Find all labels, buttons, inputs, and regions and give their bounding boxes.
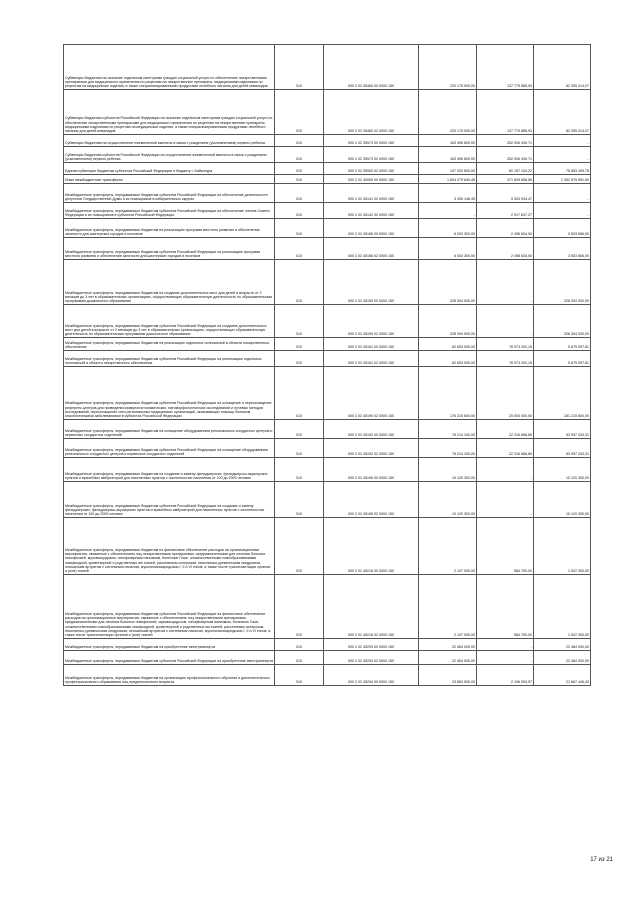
table-row bbox=[64, 163, 591, 175]
row-planned: 82 653 000,00 bbox=[419, 351, 477, 367]
row-unexecuted: 22 464 000,00 bbox=[534, 651, 591, 665]
row-executed: - bbox=[477, 639, 534, 651]
row-executed: 76 973 202,19 bbox=[477, 338, 534, 351]
row-code: 010 bbox=[275, 458, 324, 482]
row-planned: 163 498 600,00 bbox=[419, 147, 477, 163]
row-code: 010 bbox=[275, 665, 324, 686]
row-code: 010 bbox=[275, 203, 324, 219]
table-row bbox=[64, 458, 591, 482]
table-row bbox=[64, 260, 591, 305]
row-classification: 000 2 02 45293 02 0000 150 bbox=[324, 651, 419, 665]
table-row bbox=[64, 367, 591, 420]
row-name: Межбюджетные трансферты, передаваемые бюджетам субъектов Российской Федерации на оснащение и переоснащение референс-центров для проведения иммуногистохимических, патоморфологических исследований и лучевых методов исследований, переоснащение сети региональных медицинских организаций, оказывающих помощь больным онкологическими заболеваниями в субъектах Российской Федерации bbox=[64, 367, 275, 420]
row-classification: 000 2 02 35460 02 0000 150 bbox=[324, 90, 419, 135]
table-row bbox=[64, 90, 591, 135]
row-executed: 22 216 666,69 bbox=[477, 439, 534, 458]
row-classification: 000 2 02 45216 02 0000 150 bbox=[324, 575, 419, 639]
row-unexecuted: 328 394 000,00 bbox=[534, 305, 591, 338]
row-unexecuted: 1 522 300,00 bbox=[534, 575, 591, 639]
row-name: Межбюджетные трансферты, передаваемые бюджетам субъектов Российской Федерации на оснащение оборудованием региональных сосудистых центров и первичных сосудистых отделений bbox=[64, 439, 275, 458]
row-classification: 000 2 02 45192 02 0000 150 bbox=[324, 439, 419, 458]
report-rows bbox=[64, 45, 591, 686]
row-name: Межбюджетные трансферты, передаваемые бюджетам на финансовое обеспечение расходов на организационные мероприятия, связанные с обеспечением лиц лекарственными препаратами, предназначенными для лечения больных гемофилией, муковисцидозом, гипофизарным нанизмом, болезнью Гоше, злокачественными новообразованиями лимфоидной, кроветворной и родственных им тканей, рассеянным склерозом, гемолитико-уремическим синдромом, юношеским артритом с системным началом, мукополисахаридозом I, II и VI типов, а также после трансплантации органов и (или) тканей bbox=[64, 518, 275, 575]
row-classification: 000 2 02 45192 00 0000 150 bbox=[324, 420, 419, 439]
row-code: 010 bbox=[275, 651, 324, 665]
row-name: Субвенции бюджетам на оказание отдельным категориям граждан социальной услуги по обеспечению лекарственными препаратами для медицинского применения по рецептам на лекарственные препараты, медицинскими изделиями по рецептам на медицинские изделия, а также специализированными продуктами лечебного питания для детей-инвалидов bbox=[64, 45, 275, 90]
row-classification: 000 2 02 45196 00 0000 150 bbox=[324, 458, 419, 482]
row-code: 010 bbox=[275, 90, 324, 135]
table-row bbox=[64, 439, 591, 458]
row-name: Межбюджетные трансферты, передаваемые бюджетам на приобретение автотранспорта bbox=[64, 639, 275, 651]
row-classification: 000 2 02 35460 00 0000 150 bbox=[324, 45, 419, 90]
row-unexecuted: 1 392 579 591,50 bbox=[534, 175, 591, 184]
table-row bbox=[64, 135, 591, 147]
row-code: 010 bbox=[275, 175, 324, 184]
row-planned: 76 214 100,00 bbox=[419, 420, 477, 439]
row-code: 010 bbox=[275, 147, 324, 163]
row-executed: 371 609 658,89 bbox=[477, 175, 534, 184]
row-executed: - bbox=[477, 260, 534, 305]
row-classification: 000 2 02 35900 02 0000 150 bbox=[324, 163, 419, 175]
row-classification: 000 2 02 35573 00 0000 150 bbox=[324, 135, 419, 147]
row-executed: 252 026 439,71 bbox=[477, 147, 534, 163]
row-classification: 000 2 02 45156 02 0000 150 bbox=[324, 238, 419, 260]
row-executed: 584 700,00 bbox=[477, 518, 534, 575]
row-planned: 137 002 600,00 bbox=[419, 163, 477, 175]
row-name: Межбюджетные трансферты, передаваемые бюджетам на создание дополнительных мест для детей в возрасте от 2 месяцев до 3 лет в образовательных организациях, осуществляющих образовательную деятельность по образовательным программам дошкольного образования bbox=[64, 260, 275, 305]
table-row bbox=[64, 518, 591, 575]
row-unexecuted: 3 503 666,00 bbox=[534, 238, 591, 260]
row-classification: 000 2 02 45161 02 0000 150 bbox=[324, 351, 419, 367]
row-name: Межбюджетные трансферты, передаваемые бюджетам на организацию профессионального обучения и дополнительного профессионального образования лиц предпенсионного возраста bbox=[64, 665, 275, 686]
row-unexecuted: - bbox=[534, 147, 591, 163]
row-planned: 328 394 000,00 bbox=[419, 260, 477, 305]
row-code: 010 bbox=[275, 575, 324, 639]
row-unexecuted: 10 120 300,00 bbox=[534, 482, 591, 518]
table-row bbox=[64, 219, 591, 238]
row-executed: 137 779 885,93 bbox=[477, 45, 534, 90]
row-classification: 000 2 02 35573 02 0000 150 bbox=[324, 147, 419, 163]
row-planned: 328 394 000,00 bbox=[419, 305, 477, 338]
row-executed: 2 498 634,00 bbox=[477, 238, 534, 260]
row-name: Межбюджетные трансферты, передаваемые бюджетам на создание и замену фельдшерских, фельдшерско-акушерских пунктов и врачебных амбулаторий для населенных пунктов с численностью населения от 100 до 2000 человек bbox=[64, 458, 275, 482]
row-executed: 60 157 104,22 bbox=[477, 163, 534, 175]
row-code: 010 bbox=[275, 45, 324, 90]
row-code: 010 bbox=[275, 518, 324, 575]
row-code: 010 bbox=[275, 219, 324, 238]
row-code: 010 bbox=[275, 260, 324, 305]
row-code: 010 bbox=[275, 439, 324, 458]
row-name: Иные межбюджетные трансферты bbox=[64, 175, 275, 184]
table-row bbox=[64, 175, 591, 184]
row-name: Межбюджетные трансферты, передаваемые бюджетам субъектов Российской Федерации на создание дополнительных мест для детей в возрасте от 2 месяцев до 3 лет в образовательных организациях, осуществляющих образовательную деятельность по образовательным программам дошкольного образования bbox=[64, 305, 275, 338]
row-name: Межбюджетные трансферты, передаваемые бюджетам на реализацию отдельных полномочий в области лекарственного обеспечения bbox=[64, 338, 275, 351]
row-unexecuted: 76 853 495,78 bbox=[534, 163, 591, 175]
row-classification: 000 2 02 45141 02 0000 150 bbox=[324, 184, 419, 203]
row-planned: 10 120 300,00 bbox=[419, 458, 477, 482]
row-unexecuted: - bbox=[534, 135, 591, 147]
row-planned: 22 464 000,00 bbox=[419, 651, 477, 665]
row-name: Межбюджетные трансферты, передаваемые бюджетам субъектов Российской Федерации на реализацию отдельных полномочий в области лекарственного обеспечения bbox=[64, 351, 275, 367]
row-unexecuted: - bbox=[534, 203, 591, 219]
row-classification: 000 2 02 45159 00 0000 150 bbox=[324, 260, 419, 305]
table-row bbox=[64, 482, 591, 518]
row-executed: 2 196 053,57 bbox=[477, 665, 534, 686]
table-row bbox=[64, 639, 591, 651]
row-executed: 22 216 666,69 bbox=[477, 420, 534, 439]
row-classification: 000 2 02 45156 00 0000 150 bbox=[324, 219, 419, 238]
row-planned: 1 604 279 840,45 bbox=[419, 175, 477, 184]
row-planned: 6 002 300,00 bbox=[419, 238, 477, 260]
row-executed: - bbox=[477, 482, 534, 518]
row-planned: 3 305 146,45 bbox=[419, 184, 477, 203]
row-unexecuted: 151 215 600,00 bbox=[534, 367, 591, 420]
row-name: Межбюджетные трансферты, передаваемые бюджетам субъектов Российской Федерации на приобретение автотранспорта bbox=[64, 651, 275, 665]
row-code: 010 bbox=[275, 238, 324, 260]
row-classification: 000 2 02 45196 02 0000 150 bbox=[324, 482, 419, 518]
row-code: 010 bbox=[275, 135, 324, 147]
report-page bbox=[63, 44, 590, 686]
row-planned: 220 175 000,00 bbox=[419, 45, 477, 90]
row-executed: - bbox=[477, 651, 534, 665]
row-classification: 000 2 02 45159 02 0000 150 bbox=[324, 305, 419, 338]
table-row bbox=[64, 351, 591, 367]
row-executed: 25 000 000,00 bbox=[477, 367, 534, 420]
row-planned: 2 107 000,00 bbox=[419, 518, 477, 575]
row-name: Межбюджетные трансферты, передаваемые бюджетам на реализацию программ местного развития и обеспечение занятости для шахтерских городов и поселков bbox=[64, 219, 275, 238]
row-classification: 000 2 02 45216 00 0000 150 bbox=[324, 518, 419, 575]
row-name: Единая субвенция бюджетам субъектов Российской Федерации и бюджету г. Байконура bbox=[64, 163, 275, 175]
row-classification: 000 2 02 45142 02 0000 150 bbox=[324, 203, 419, 219]
table-row bbox=[64, 651, 591, 665]
row-planned: 82 653 000,00 bbox=[419, 338, 477, 351]
table-row bbox=[64, 147, 591, 163]
row-classification: 000 2 02 45190 02 0000 150 bbox=[324, 367, 419, 420]
row-name: Межбюджетные трансферты, передаваемые бюджетам на оснащение оборудованием региональных сосудистых центров и первичных сосудистых отделений bbox=[64, 420, 275, 439]
table-row bbox=[64, 45, 591, 90]
row-unexecuted: 53 997 433,31 bbox=[534, 439, 591, 458]
row-executed: 2 498 634,00 bbox=[477, 219, 534, 238]
budget-report-table bbox=[63, 44, 591, 686]
row-code: 010 bbox=[275, 420, 324, 439]
row-name: Межбюджетные трансферты, передаваемые бюджетам субъектов Российской Федерации на реализацию программ местного развития и обеспечение занятости для шахтерских городов и поселков bbox=[64, 238, 275, 260]
row-executed: 5 303 934,47 bbox=[477, 184, 534, 203]
row-unexecuted: 5 679 097,81 bbox=[534, 338, 591, 351]
row-unexecuted: 82 395 014,07 bbox=[534, 90, 591, 135]
row-planned: 2 107 000,00 bbox=[419, 575, 477, 639]
row-executed: 76 973 202,19 bbox=[477, 351, 534, 367]
table-row bbox=[64, 665, 591, 686]
row-unexecuted: 3 503 666,00 bbox=[534, 219, 591, 238]
row-name: Субвенции бюджетам субъектов Российской Федерации на оказание отдельным категориям граждан социальной услуги по обеспечению лекарственными препаратами для медицинского применения по рецептам на лекарственные препараты, медицинскими изделиями по рецептам на медицинские изделия, а также специализированными продуктами лечебного питания для детей-инвалидов bbox=[64, 90, 275, 135]
row-planned: - bbox=[419, 203, 477, 219]
row-executed: 2 917 637,27 bbox=[477, 203, 534, 219]
row-executed: 252 026 439,71 bbox=[477, 135, 534, 147]
table-row bbox=[64, 184, 591, 203]
page-number: 17 из 21 bbox=[590, 857, 613, 863]
row-executed: - bbox=[477, 458, 534, 482]
row-planned: 23 863 500,00 bbox=[419, 665, 477, 686]
row-planned: 10 120 300,00 bbox=[419, 482, 477, 518]
row-name: Межбюджетные трансферты, передаваемые бюджетам субъектов Российской Федерации на финансовое обеспечение расходов на организационные мероприятия, связанные с обеспечением лиц лекарственными препаратами, предназначенными для лечения больных гемофилией, муковисцидозом, гипофизарным нанизмом, болезнью Гоше, злокачественными новообразованиями лимфоидной, кроветворной и родственных им тканей, рассеянным склерозом, гемолитико-уремическим синдромом, юношеским артритом с системным началом, мукополисахаридозом I, II и VI типов, а также после трансплантации органов и (или) тканей bbox=[64, 575, 275, 639]
row-unexecuted: 328 394 000,00 bbox=[534, 260, 591, 305]
row-code: 010 bbox=[275, 305, 324, 338]
row-executed: 584 700,00 bbox=[477, 575, 534, 639]
row-planned: 220 175 000,00 bbox=[419, 90, 477, 135]
row-executed: - bbox=[477, 305, 534, 338]
row-name: Межбюджетные трансферты, передаваемые бюджетам субъектов Российской Федерации на обеспечение деятельности депутатов Государственной Думы и их помощников в избирательных округах bbox=[64, 184, 275, 203]
row-planned: 76 214 100,00 bbox=[419, 439, 477, 458]
row-unexecuted: 1 522 300,00 bbox=[534, 518, 591, 575]
row-classification: 000 2 02 45161 00 0000 150 bbox=[324, 338, 419, 351]
table-row bbox=[64, 420, 591, 439]
row-code: 010 bbox=[275, 184, 324, 203]
row-code: 010 bbox=[275, 367, 324, 420]
row-unexecuted: 5 679 097,81 bbox=[534, 351, 591, 367]
table-row bbox=[64, 203, 591, 219]
row-code: 010 bbox=[275, 351, 324, 367]
table-row bbox=[64, 238, 591, 260]
row-name: Межбюджетные трансферты, передаваемые бюджетам субъектов Российской Федерации на создание и замену фельдшерских, фельдшерско-акушерских пунктов и врачебных амбулаторий для населенных пунктов с численностью населения от 100 до 2000 человек bbox=[64, 482, 275, 518]
row-name: Субвенции бюджетам на осуществление ежемесячной выплаты в связи с рождением (усыновлением) первого ребенка bbox=[64, 135, 275, 147]
row-planned: 176 215 600,00 bbox=[419, 367, 477, 420]
row-name: Межбюджетные трансферты, передаваемые бюджетам субъектов Российской Федерации на обеспечение членов Совета Федерации и их помощников в субъектах Российской Федерации bbox=[64, 203, 275, 219]
row-unexecuted: 10 120 300,00 bbox=[534, 458, 591, 482]
row-code: 010 bbox=[275, 338, 324, 351]
table-row bbox=[64, 338, 591, 351]
row-planned: 163 498 600,00 bbox=[419, 135, 477, 147]
table-row bbox=[64, 305, 591, 338]
row-executed: 137 779 885,93 bbox=[477, 90, 534, 135]
row-classification: 000 2 02 40000 00 0000 150 bbox=[324, 175, 419, 184]
table-row bbox=[64, 575, 591, 639]
row-unexecuted: 22 464 000,00 bbox=[534, 639, 591, 651]
row-unexecuted: 53 997 433,31 bbox=[534, 420, 591, 439]
row-planned: 6 002 300,00 bbox=[419, 219, 477, 238]
row-unexecuted: 21 667 446,43 bbox=[534, 665, 591, 686]
row-unexecuted: - bbox=[534, 184, 591, 203]
row-classification: 000 2 02 45294 00 0000 150 bbox=[324, 665, 419, 686]
row-code: 010 bbox=[275, 639, 324, 651]
row-name: Субвенции бюджетам субъектов Российской Федерации на осуществление ежемесячной выплаты в связи с рождением (усыновлением) первого ребенка bbox=[64, 147, 275, 163]
row-code: 010 bbox=[275, 163, 324, 175]
row-planned: 22 464 000,00 bbox=[419, 639, 477, 651]
row-classification: 000 2 02 45293 00 0000 150 bbox=[324, 639, 419, 651]
row-unexecuted: 82 395 014,07 bbox=[534, 45, 591, 90]
row-code: 010 bbox=[275, 482, 324, 518]
